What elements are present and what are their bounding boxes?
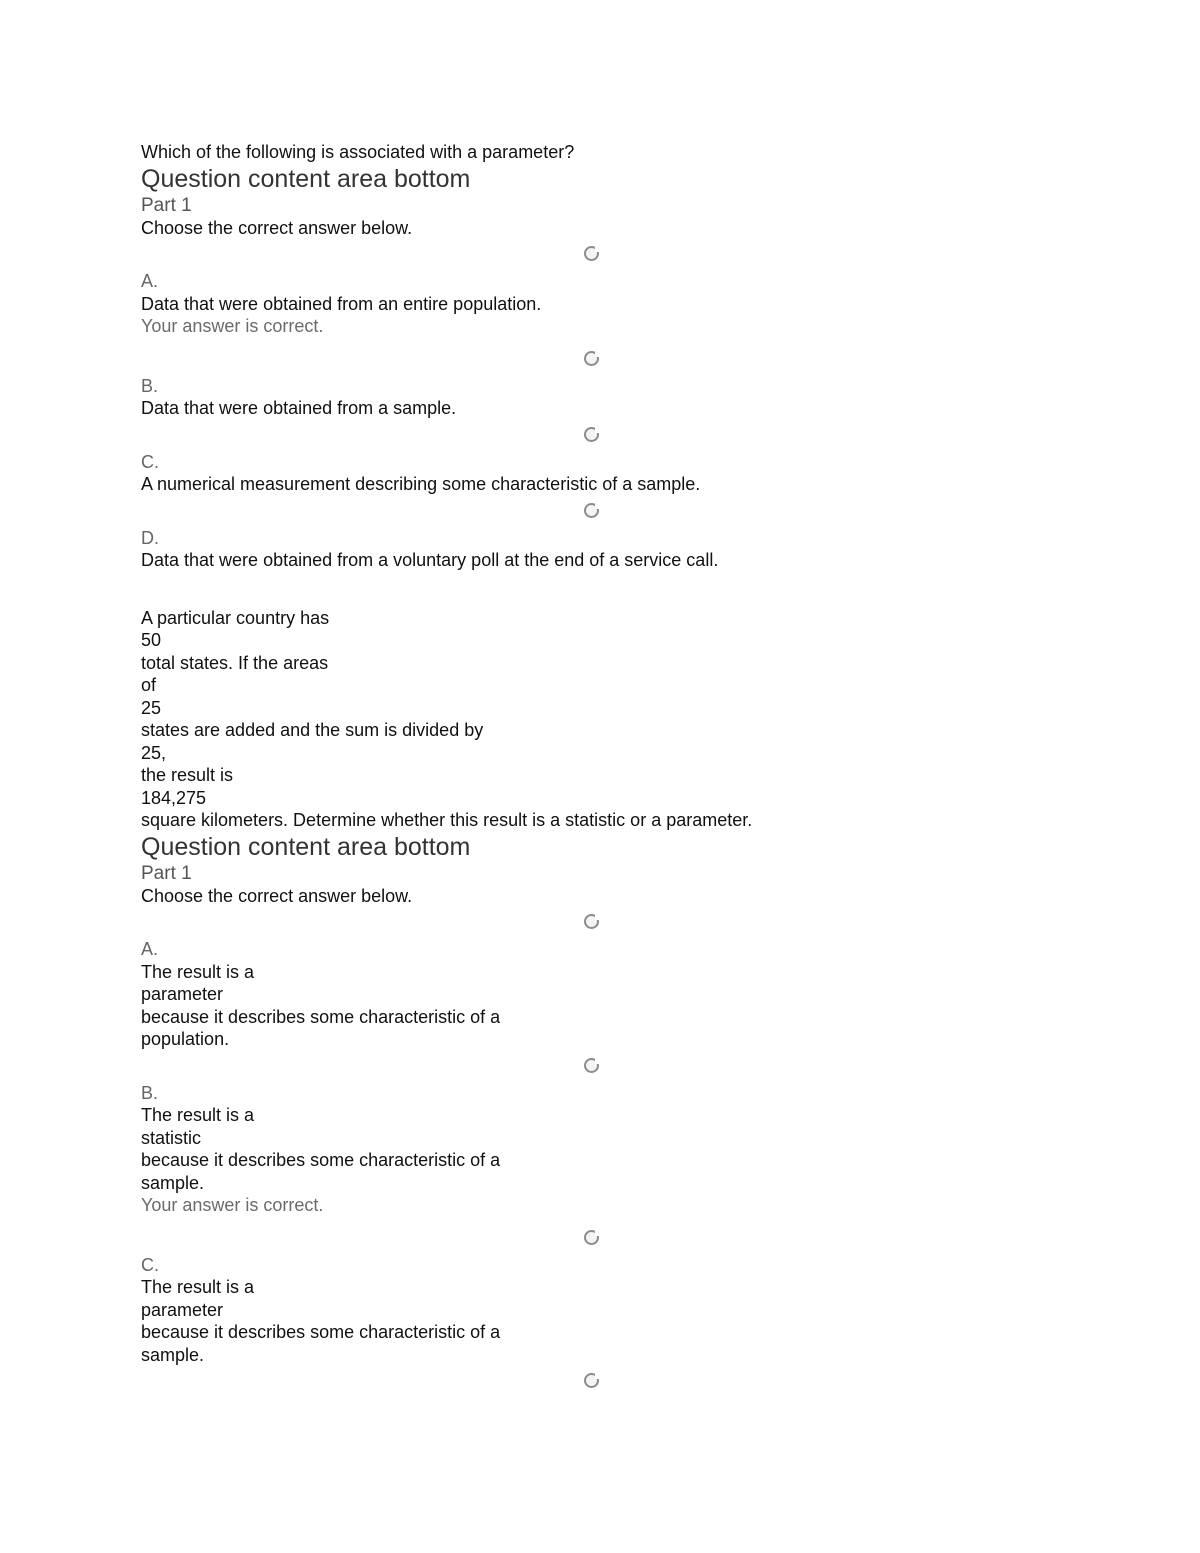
q2-option-a[interactable]: [141, 907, 1141, 1051]
option-text-line: sample.: [141, 1344, 205, 1365]
option-letter: B.: [141, 375, 159, 396]
q2-option-d[interactable]: [141, 1366, 1141, 1397]
radio-button-icon[interactable]: [584, 1058, 599, 1073]
option-letter: B.: [141, 1082, 159, 1103]
option-letter: D.: [141, 527, 159, 548]
radio-button-icon[interactable]: [584, 914, 599, 929]
question-2-heading: Question content area bottom: [141, 832, 471, 861]
question-2-line: square kilometers. Determine whether this result is a statistic or a parameter.: [141, 810, 753, 830]
question-2-line: 25,: [141, 742, 167, 763]
q1-option-c[interactable]: [141, 420, 1141, 496]
question-2-part-label: Part 1: [141, 862, 192, 884]
question-2-line: the result is: [141, 765, 234, 785]
option-letter: C.: [141, 451, 159, 472]
option-text: Data that were obtained from an entire population.: [141, 293, 542, 314]
radio-button-icon[interactable]: [584, 351, 599, 366]
q2-option-c[interactable]: [141, 1223, 1141, 1367]
option-text-line: The result is a: [141, 961, 255, 982]
question-2-line: 184,275: [141, 787, 207, 808]
question-1-instruction: Choose the correct answer below.: [141, 217, 413, 238]
q1-option-d[interactable]: [141, 496, 1141, 572]
radio-button-icon[interactable]: [584, 427, 599, 442]
q1-option-a[interactable]: [141, 239, 1141, 338]
option-text-line: parameter: [141, 1299, 224, 1320]
radio-button-icon[interactable]: [584, 246, 599, 261]
option-letter: A.: [141, 939, 159, 959]
answer-feedback: Your answer is correct.: [141, 1195, 324, 1215]
question-1-text: Which of the following is associated with a parameter?: [141, 142, 575, 162]
option-text-line: because it describes some characteristic of a: [141, 1322, 501, 1342]
question-2-line: total states. If the areas: [141, 652, 329, 673]
question-2-line: of: [141, 675, 157, 695]
option-text-line: The result is a: [141, 1105, 255, 1125]
question-2-line: 25: [141, 697, 162, 718]
question-1-heading: Question content area bottom: [141, 164, 471, 193]
option-text-line: because it describes some characteristic of a: [141, 1006, 501, 1027]
option-text-line: population.: [141, 1029, 230, 1049]
document-page: [141, 141, 1141, 1397]
option-letter: C.: [141, 1254, 159, 1275]
option-text-line: The result is a: [141, 1277, 255, 1297]
question-2-text: [141, 607, 1141, 832]
question-2-instruction: Choose the correct answer below.: [141, 885, 413, 906]
option-text-line: sample.: [141, 1172, 205, 1193]
q1-option-b[interactable]: [141, 344, 1141, 420]
radio-button-icon[interactable]: [584, 503, 599, 518]
option-text-line: because it describes some characteristic of a: [141, 1150, 501, 1170]
option-text: Data that were obtained from a voluntary poll at the end of a service call.: [141, 550, 719, 570]
option-text-line: statistic: [141, 1127, 202, 1148]
radio-button-icon[interactable]: [584, 1373, 599, 1388]
option-letter: A.: [141, 271, 159, 291]
q2-option-b[interactable]: [141, 1051, 1141, 1217]
question-1-part-label: Part 1: [141, 194, 192, 216]
radio-button-icon[interactable]: [584, 1230, 599, 1245]
question-2-line: A particular country has: [141, 607, 330, 628]
question-2-line: 50: [141, 630, 162, 650]
answer-feedback: Your answer is correct.: [141, 316, 324, 336]
question-2-line: states are added and the sum is divided by: [141, 720, 484, 740]
option-text-line: parameter: [141, 984, 224, 1004]
option-text: A numerical measurement describing some characteristic of a sample.: [141, 474, 701, 494]
option-text: Data that were obtained from a sample.: [141, 398, 457, 418]
